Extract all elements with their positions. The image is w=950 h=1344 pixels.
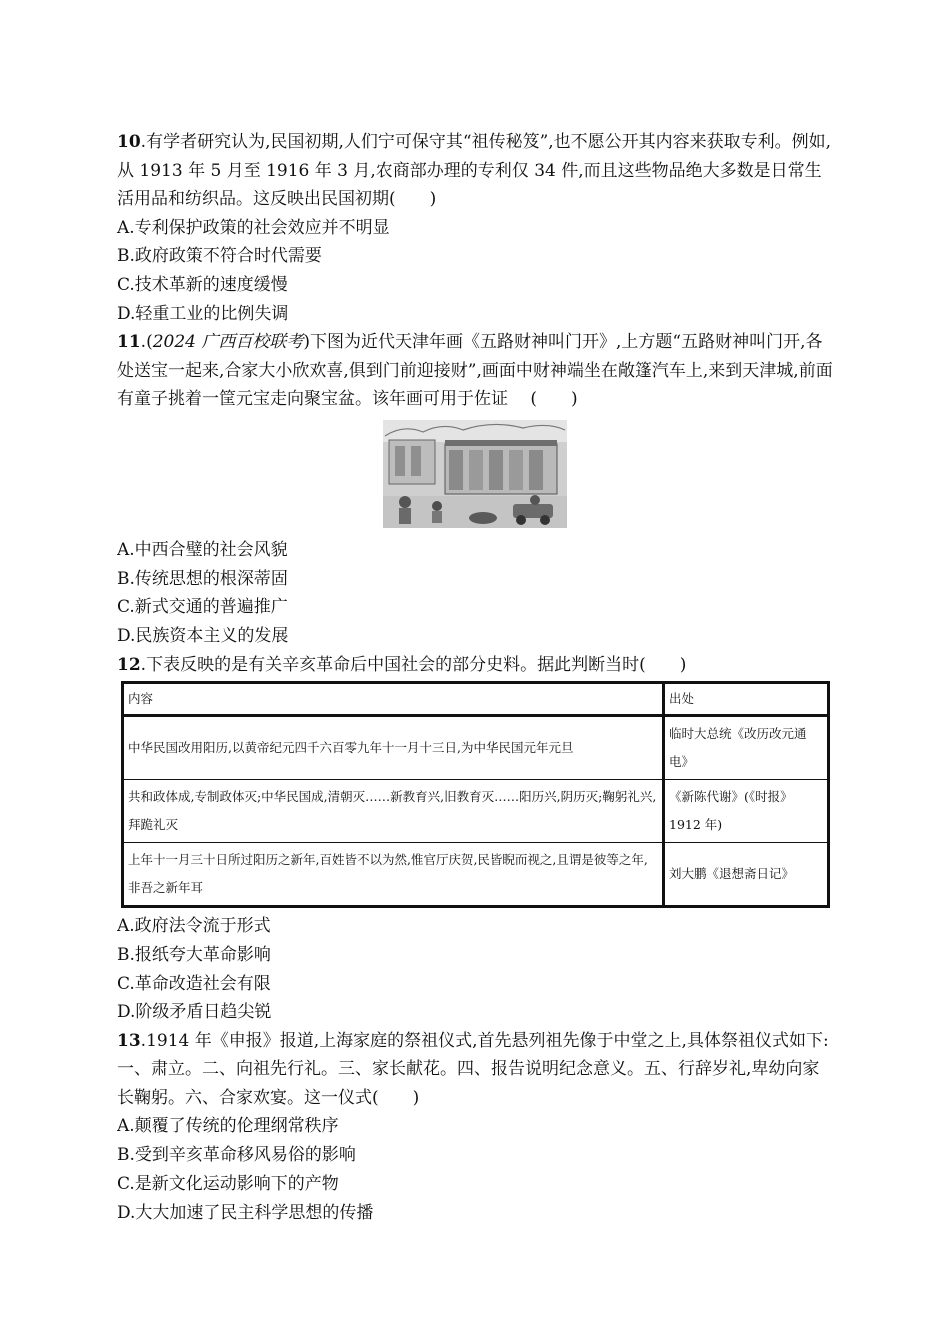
question-number: 13 [117, 1030, 141, 1051]
option-d: D.轻重工业的比例失调 [117, 303, 289, 324]
row-source: 临时大总统《改历改元通电》 [664, 716, 829, 780]
table-header-row [123, 683, 829, 716]
option-a: A.颠覆了传统的伦理纲常秩序 [117, 1116, 339, 1137]
row-source: 《新陈代谢》(《时报》1912 年) [664, 780, 829, 843]
question-12 [117, 651, 833, 680]
option-b: B.政府政策不符合时代需要 [117, 246, 322, 267]
option-b: B.传统思想的根深蒂固 [117, 568, 288, 589]
header-source: 出处 [664, 683, 829, 716]
row-content: 中华民国改用阳历,以黄帝纪元四千六百零九年十一月十三日,为中华民国元年元旦 [123, 716, 664, 780]
option-a: A.专利保护政策的社会效应并不明显 [117, 217, 390, 238]
option-a: A.中西合璧的社会风貌 [117, 539, 288, 560]
option-d: D.民族资本主义的发展 [117, 625, 289, 646]
option-c: C.新式交通的普遍推广 [117, 597, 288, 618]
source-table [121, 681, 830, 908]
question-text: .1914 年《申报》报道,上海家庭的祭祖仪式,首先悬列祖先像于中堂之上,具体祭祖仪式如下:一、肃立。二、向祖先行礼。三、家长献花。四、报告说明纪念意义。五、行辞岁礼,卑幼向家长鞠躬。六、合家欢宴。这一仪式( ) [117, 1030, 829, 1108]
row-source: 刘大鹏《退想斋日记》 [664, 843, 829, 907]
question-text: .下表反映的是有关辛亥革命后中国社会的部分史料。据此判断当时( ) [140, 654, 687, 675]
option-c: C.技术革新的速度缓慢 [117, 274, 288, 295]
header-content: 内容 [123, 683, 664, 716]
question-prefix: .( [140, 332, 153, 353]
new-year-painting-image [383, 420, 567, 528]
question-number: 12 [117, 654, 141, 675]
question-number: 11 [117, 332, 141, 353]
question-10 [117, 128, 833, 214]
table-row [123, 716, 829, 780]
question-13 [117, 1027, 833, 1113]
question-number: 10 [117, 132, 141, 152]
question-text: )下图为近代天津年画《五路财神叫门开》,上方题“五路财神叫门开,各处送宝一起来,合家大小欣欢喜,俱到门前迎接财”,画面中财神端坐在敞篷汽车上,来到天津城,前面有童子挑着一筐元宝走向聚宝盆。该年画可用于佐证 ( ) [117, 332, 833, 410]
exam-page [117, 128, 833, 1227]
row-content: 共和政体成,专制政体灭;中华民国成,清朝灭……新教育兴,旧教育灭……阳历兴,阴历灭;鞠躬礼兴,拜跪礼灭 [123, 780, 664, 843]
table-row [123, 843, 829, 907]
option-c: C.是新文化运动影响下的产物 [117, 1173, 339, 1194]
option-d: D.阶级矛盾日趋尖锐 [117, 1002, 272, 1023]
question-text: .有学者研究认为,民国初期,人们宁可保守其“祖传秘笈”,也不愿公开其内容来获取专利。例如,从 1913 年 5 月至 1916 年 3 月,农商部办理的专利仅 34 件,而且这些物品绝大多数是日常生活用品和纺织品。这反映出民国初期( ) [117, 132, 832, 209]
option-c: C.革命改造社会有限 [117, 973, 271, 994]
option-b: B.受到辛亥革命移风易俗的影响 [117, 1145, 356, 1166]
question-11 [117, 328, 833, 414]
option-b: B.报纸夸大革命影响 [117, 944, 271, 965]
option-d: D.大大加速了民主科学思想的传播 [117, 1202, 374, 1223]
option-a: A.政府法令流于形式 [117, 916, 271, 937]
row-content: 上年十一月三十日所过阳历之新年,百姓皆不以为然,惟官厅庆贺,民皆睨而视之,且谓是彼等之年,非吾之新年耳 [123, 843, 664, 907]
table-row [123, 780, 829, 843]
question-source: 2024 广西百校联考 [152, 332, 304, 353]
